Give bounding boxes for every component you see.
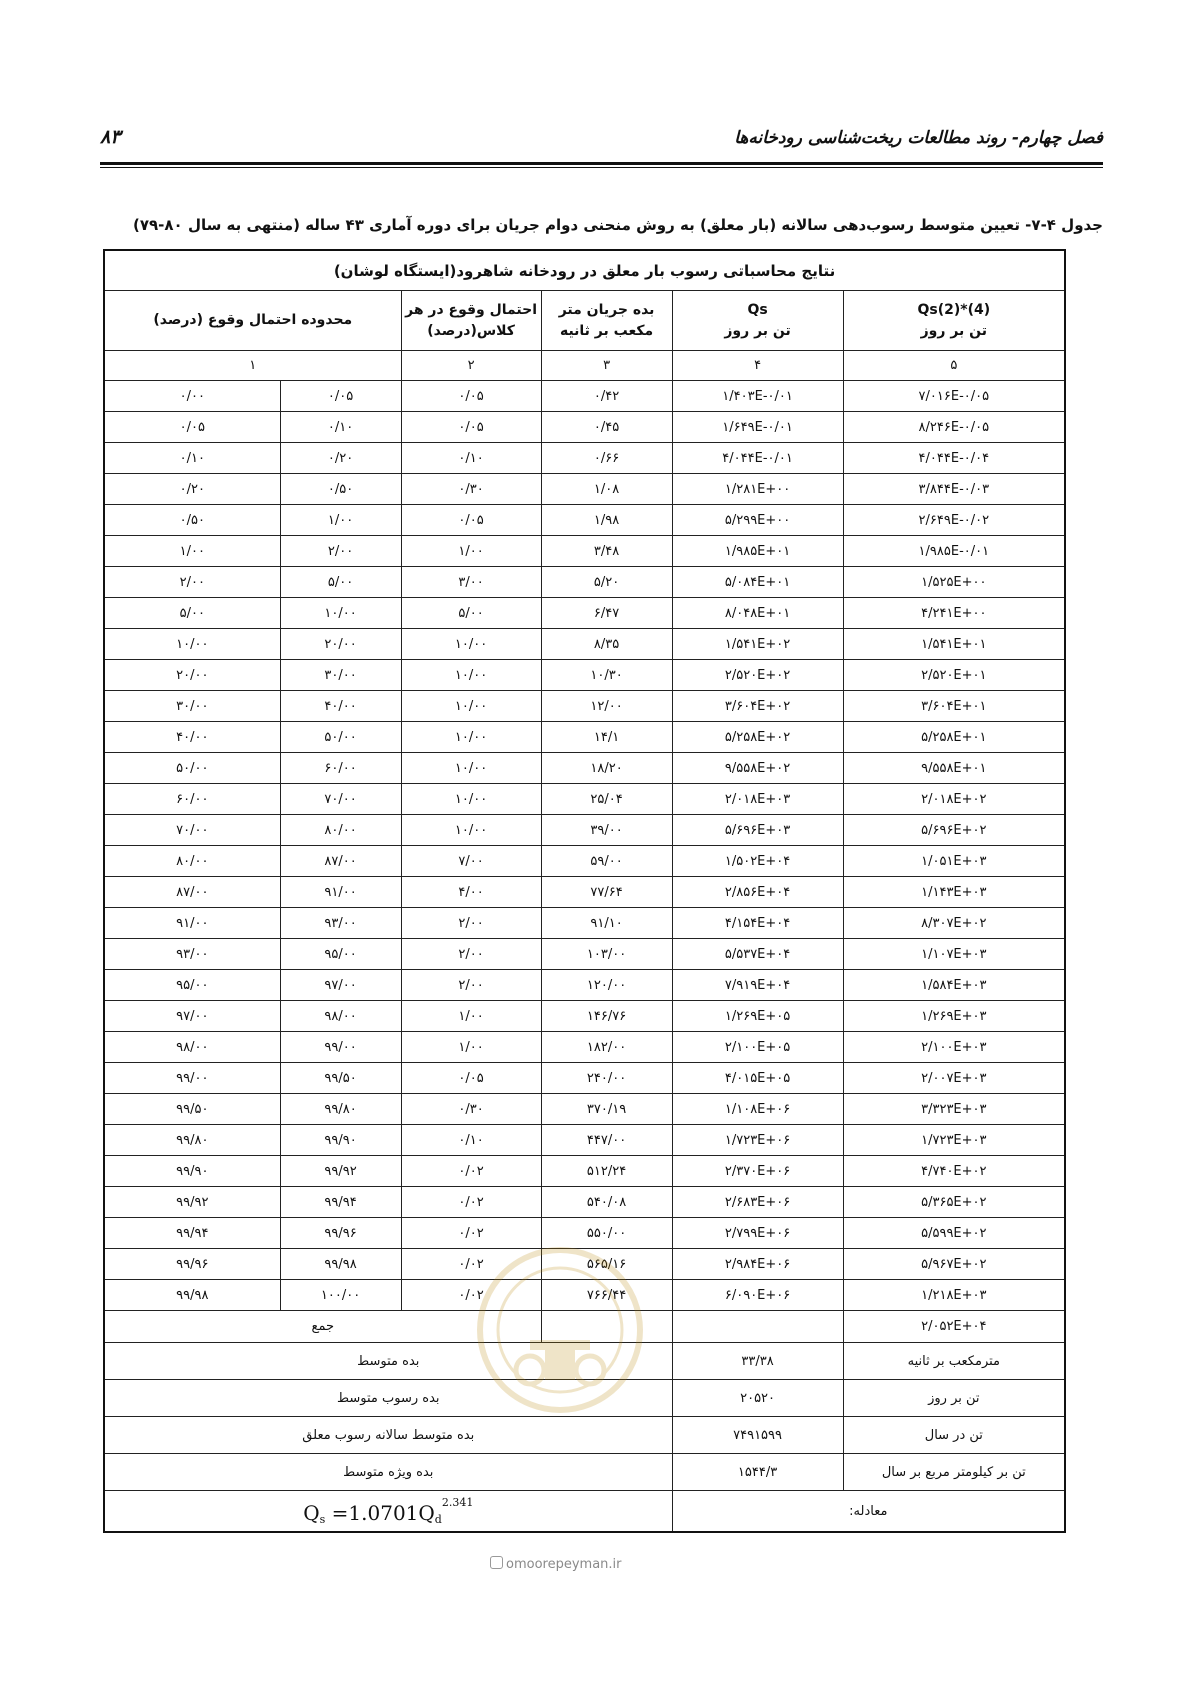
cell-discharge: ۱۸۲/۰۰: [541, 1032, 672, 1063]
cell-qs-product: ۸/۲۴۶E-۰/۰۵: [843, 412, 1065, 443]
cell-range-upper: ۱/۰۰: [280, 505, 401, 536]
header-class-probability-text: احتمال وقوع در هر کلاس(درصد): [405, 301, 538, 339]
cell-class-probability: ۰/۰۲: [401, 1187, 541, 1218]
cell-qs: ۱/۲۸۱E+۰۰: [672, 474, 843, 505]
cell-discharge: ۷۶۶/۴۴: [541, 1280, 672, 1311]
cell-qs-product: ۹/۵۵۸E+۰۱: [843, 753, 1065, 784]
rating-equation: [303, 1496, 473, 1526]
cell-qs: ۲/۳۷۰E+۰۶: [672, 1156, 843, 1187]
cell-range-lower: ۹۹/۹۸: [104, 1280, 280, 1311]
result-unit-annual-sediment: تن در سال: [843, 1417, 1065, 1454]
cell-discharge: ۵۵۰/۰۰: [541, 1218, 672, 1249]
cell-qs-product: ۵/۹۶۷E+۰۲: [843, 1249, 1065, 1280]
cell-discharge: ۱۲۰/۰۰: [541, 970, 672, 1001]
cell-qs: ۹/۵۵۸E+۰۲: [672, 753, 843, 784]
table-row: [104, 1032, 1065, 1063]
cell-qs-product: ۱/۹۸۵E-۰/۰۱: [843, 536, 1065, 567]
cell-range-lower: ۹۹/۹۰: [104, 1156, 280, 1187]
table-row: [104, 784, 1065, 815]
cell-class-probability: ۲/۰۰: [401, 970, 541, 1001]
col-number-1: ۱: [104, 351, 401, 381]
table-row: [104, 1001, 1065, 1032]
cell-discharge: ۳۷۰/۱۹: [541, 1094, 672, 1125]
table-row: [104, 1156, 1065, 1187]
cell-qs-product: ۱/۲۱۸E+۰۳: [843, 1280, 1065, 1311]
table-caption: جدول ۴-۷- تعیین متوسط رسوب‌دهی سالانه (بار معلق) به روش منحنی دوام جریان برای دوره آماری ۴۳ ساله (منتهی به سال ۸۰-۷۹): [133, 216, 1103, 234]
cell-range-upper: ۹۱/۰۰: [280, 877, 401, 908]
cell-qs-product: ۴/۰۴۴E-۰/۰۴: [843, 443, 1065, 474]
cell-discharge: ۱۸/۲۰: [541, 753, 672, 784]
cell-qs-product: ۲/۰۰۷E+۰۳: [843, 1063, 1065, 1094]
cell-range-lower: ۹۹/۹۲: [104, 1187, 280, 1218]
cell-class-probability: ۰/۰۲: [401, 1249, 541, 1280]
cell-range-lower: ۰/۰۰: [104, 381, 280, 412]
cell-discharge: ۱۰۳/۰۰: [541, 939, 672, 970]
cell-range-lower: ۰/۱۰: [104, 443, 280, 474]
cell-class-probability: ۰/۱۰: [401, 1125, 541, 1156]
cell-class-probability: ۱۰/۰۰: [401, 815, 541, 846]
cell-range-upper: ۴۰/۰۰: [280, 691, 401, 722]
cell-range-lower: ۹۹/۹۴: [104, 1218, 280, 1249]
cell-qs: ۱/۵۰۲E+۰۴: [672, 846, 843, 877]
table-row: [104, 629, 1065, 660]
cell-qs-product: ۱/۷۲۳E+۰۳: [843, 1125, 1065, 1156]
cell-class-probability: ۷/۰۰: [401, 846, 541, 877]
cell-class-probability: ۰/۰۵: [401, 381, 541, 412]
col-number-5: ۵: [843, 351, 1065, 381]
cell-discharge: ۱/۹۸: [541, 505, 672, 536]
sum-value: ۲/۰۵۲E+۰۴: [843, 1311, 1065, 1343]
cell-class-probability: ۱۰/۰۰: [401, 722, 541, 753]
sum-blank-2: [541, 1311, 672, 1343]
cell-class-probability: ۲/۰۰: [401, 939, 541, 970]
cell-range-lower: ۲/۰۰: [104, 567, 280, 598]
instagram-icon: [490, 1556, 503, 1569]
cell-range-upper: ۹۹/۹۸: [280, 1249, 401, 1280]
cell-range-lower: ۲۰/۰۰: [104, 660, 280, 691]
cell-range-upper: ۰/۲۰: [280, 443, 401, 474]
header-discharge: [541, 291, 672, 351]
cell-range-upper: ۳۰/۰۰: [280, 660, 401, 691]
cell-discharge: ۱۰/۳۰: [541, 660, 672, 691]
cell-qs: ۳/۶۰۴E+۰۲: [672, 691, 843, 722]
result-value-specific-yield: ۱۵۴۴/۳: [672, 1454, 843, 1491]
result-unit-mean-discharge: مترمکعب بر ثانیه: [843, 1343, 1065, 1380]
cell-qs-product: ۴/۲۴۱E+۰۰: [843, 598, 1065, 629]
cell-qs-product: ۵/۲۵۸E+۰۱: [843, 722, 1065, 753]
cell-range-lower: ۵/۰۰: [104, 598, 280, 629]
cell-discharge: ۵۴۰/۰۸: [541, 1187, 672, 1218]
cell-discharge: ۵۹/۰۰: [541, 846, 672, 877]
cell-qs: ۴/۱۵۴E+۰۴: [672, 908, 843, 939]
header-qs-product-text: Qs(2)*(4) تن بر روز: [917, 301, 991, 339]
header-probability-range: محدوده احتمال وقوع (درصد): [104, 291, 401, 351]
col-number-4: ۴: [672, 351, 843, 381]
cell-qs: ۸/۰۴۸E+۰۱: [672, 598, 843, 629]
col-number-2: ۲: [401, 351, 541, 381]
cell-class-probability: ۰/۰۲: [401, 1280, 541, 1311]
cell-discharge: ۵/۲۰: [541, 567, 672, 598]
cell-range-upper: ۹۹/۸۰: [280, 1094, 401, 1125]
cell-class-probability: ۰/۱۰: [401, 443, 541, 474]
header-discharge-text: بده جریان متر مکعب بر ثانیه: [558, 301, 655, 339]
cell-range-upper: ۵۰/۰۰: [280, 722, 401, 753]
cell-range-upper: ۹۹/۹۶: [280, 1218, 401, 1249]
table-row: [104, 753, 1065, 784]
cell-range-upper: ۹۷/۰۰: [280, 970, 401, 1001]
equation-label: معادله:: [672, 1491, 1065, 1533]
cell-qs: ۱/۵۴۱E+۰۲: [672, 629, 843, 660]
cell-qs: ۴/۰۱۵E+۰۵: [672, 1063, 843, 1094]
cell-range-lower: ۹۹/۹۶: [104, 1249, 280, 1280]
cell-discharge: ۵۱۲/۲۴: [541, 1156, 672, 1187]
cell-range-lower: ۹۹/۵۰: [104, 1094, 280, 1125]
header-rule-thick: [100, 162, 1103, 165]
cell-range-lower: ۹۱/۰۰: [104, 908, 280, 939]
cell-range-lower: ۸۷/۰۰: [104, 877, 280, 908]
cell-qs-product: ۱/۰۵۱E+۰۳: [843, 846, 1065, 877]
table-row: [104, 598, 1065, 629]
cell-qs-product: ۱/۲۶۹E+۰۳: [843, 1001, 1065, 1032]
table-row: [104, 1280, 1065, 1311]
header-class-probability: [401, 291, 541, 351]
cell-qs-product: ۳/۶۰۴E+۰۱: [843, 691, 1065, 722]
equation-cell: [104, 1491, 672, 1533]
cell-class-probability: ۰/۰۵: [401, 505, 541, 536]
cell-range-upper: ۹۸/۰۰: [280, 1001, 401, 1032]
cell-class-probability: ۰/۰۵: [401, 412, 541, 443]
cell-range-lower: ۹۳/۰۰: [104, 939, 280, 970]
cell-qs-product: ۷/۰۱۶E-۰/۰۵: [843, 381, 1065, 412]
cell-qs-product: ۲/۱۰۰E+۰۳: [843, 1032, 1065, 1063]
cell-qs-product: ۲/۶۴۹E-۰/۰۲: [843, 505, 1065, 536]
cell-qs-product: ۱/۱۰۷E+۰۳: [843, 939, 1065, 970]
cell-qs-product: ۸/۳۰۷E+۰۲: [843, 908, 1065, 939]
cell-discharge: ۳/۴۸: [541, 536, 672, 567]
cell-discharge: ۱۴۶/۷۶: [541, 1001, 672, 1032]
cell-qs: ۶/۰۹۰E+۰۶: [672, 1280, 843, 1311]
cell-qs: ۲/۵۲۰E+۰۲: [672, 660, 843, 691]
cell-range-upper: ۶۰/۰۰: [280, 753, 401, 784]
table-row: [104, 474, 1065, 505]
header-qs-product: [843, 291, 1065, 351]
table-row: [104, 505, 1065, 536]
table-row: [104, 877, 1065, 908]
cell-qs-product: ۴/۷۴۰E+۰۲: [843, 1156, 1065, 1187]
result-value-mean-discharge: ۳۳/۳۸: [672, 1343, 843, 1380]
table-row: [104, 660, 1065, 691]
cell-range-upper: ۹۹/۹۴: [280, 1187, 401, 1218]
table-row: [104, 1249, 1065, 1280]
cell-range-lower: ۰/۲۰: [104, 474, 280, 505]
table-row: [104, 1063, 1065, 1094]
eq-rhs-sub: d: [434, 1513, 442, 1526]
header-rule-thin: [100, 167, 1103, 168]
cell-qs: ۱/۴۰۳E-۰/۰۱: [672, 381, 843, 412]
cell-class-probability: ۰/۰۲: [401, 1156, 541, 1187]
eq-lhs: Q: [303, 1501, 320, 1525]
table-row: [104, 536, 1065, 567]
cell-class-probability: ۲/۰۰: [401, 908, 541, 939]
cell-qs: ۵/۲۵۸E+۰۲: [672, 722, 843, 753]
cell-qs-product: ۳/۳۲۳E+۰۳: [843, 1094, 1065, 1125]
cell-range-lower: ۰/۰۵: [104, 412, 280, 443]
cell-qs: ۵/۰۸۴E+۰۱: [672, 567, 843, 598]
table-row: [104, 939, 1065, 970]
cell-class-probability: ۱۰/۰۰: [401, 784, 541, 815]
table-row: [104, 846, 1065, 877]
cell-qs-product: ۵/۵۹۹E+۰۲: [843, 1218, 1065, 1249]
cell-discharge: ۶/۴۷: [541, 598, 672, 629]
cell-range-upper: ۱۰۰/۰۰: [280, 1280, 401, 1311]
cell-qs: ۵/۲۹۹E+۰۰: [672, 505, 843, 536]
cell-discharge: ۵۶۵/۱۶: [541, 1249, 672, 1280]
header-qs: [672, 291, 843, 351]
cell-range-upper: ۹۵/۰۰: [280, 939, 401, 970]
cell-qs: ۲/۰۱۸E+۰۳: [672, 784, 843, 815]
col-number-3: ۳: [541, 351, 672, 381]
cell-range-lower: ۸۰/۰۰: [104, 846, 280, 877]
cell-discharge: ۸/۳۵: [541, 629, 672, 660]
cell-range-lower: ۳۰/۰۰: [104, 691, 280, 722]
cell-class-probability: ۰/۳۰: [401, 474, 541, 505]
table-row: [104, 908, 1065, 939]
cell-qs: ۱/۲۶۹E+۰۵: [672, 1001, 843, 1032]
table-row: [104, 722, 1065, 753]
header-qs-text: Qs تن بر روز: [724, 301, 791, 339]
cell-qs: ۷/۹۱۹E+۰۴: [672, 970, 843, 1001]
cell-discharge: ۱۲/۰۰: [541, 691, 672, 722]
table-row: [104, 567, 1065, 598]
footer-handle-text: omoorepeyman.ir: [506, 1557, 622, 1572]
cell-class-probability: ۱۰/۰۰: [401, 660, 541, 691]
cell-qs: ۵/۶۹۶E+۰۳: [672, 815, 843, 846]
cell-discharge: ۱۴/۱: [541, 722, 672, 753]
cell-range-upper: ۹۹/۵۰: [280, 1063, 401, 1094]
cell-range-lower: ۹۸/۰۰: [104, 1032, 280, 1063]
cell-discharge: ۲۴۰/۰۰: [541, 1063, 672, 1094]
result-value-annual-sediment: ۷۴۹۱۵۹۹: [672, 1417, 843, 1454]
cell-qs: ۲/۱۰۰E+۰۵: [672, 1032, 843, 1063]
cell-class-probability: ۱/۰۰: [401, 1001, 541, 1032]
cell-range-lower: ۹۹/۸۰: [104, 1125, 280, 1156]
cell-discharge: ۱/۰۸: [541, 474, 672, 505]
cell-range-upper: ۰/۱۰: [280, 412, 401, 443]
cell-range-lower: ۹۹/۰۰: [104, 1063, 280, 1094]
footer-handle: [490, 1556, 621, 1572]
cell-range-upper: ۵/۰۰: [280, 567, 401, 598]
table-row: [104, 1187, 1065, 1218]
table-row: [104, 1125, 1065, 1156]
cell-discharge: ۰/۶۶: [541, 443, 672, 474]
cell-class-probability: ۱۰/۰۰: [401, 753, 541, 784]
page-header: [100, 128, 1103, 164]
cell-class-probability: ۰/۰۵: [401, 1063, 541, 1094]
cell-qs-product: ۳/۸۴۴E-۰/۰۳: [843, 474, 1065, 505]
cell-range-lower: ۶۰/۰۰: [104, 784, 280, 815]
cell-range-upper: ۸۰/۰۰: [280, 815, 401, 846]
cell-qs-product: ۱/۵۲۵E+۰۰: [843, 567, 1065, 598]
cell-qs: ۲/۸۵۶E+۰۴: [672, 877, 843, 908]
cell-qs: ۱/۶۴۹E-۰/۰۱: [672, 412, 843, 443]
table-row: [104, 1218, 1065, 1249]
cell-qs: ۲/۶۸۳E+۰۶: [672, 1187, 843, 1218]
cell-range-upper: ۱۰/۰۰: [280, 598, 401, 629]
cell-discharge: ۲۵/۰۴: [541, 784, 672, 815]
eq-mid: =1.0701Q: [331, 1501, 435, 1525]
table-row: [104, 381, 1065, 412]
cell-range-lower: ۷۰/۰۰: [104, 815, 280, 846]
result-label-mean-sediment: بده رسوب متوسط: [104, 1380, 672, 1417]
cell-discharge: ۰/۴۲: [541, 381, 672, 412]
cell-range-upper: ۷۰/۰۰: [280, 784, 401, 815]
cell-qs: ۵/۵۳۷E+۰۴: [672, 939, 843, 970]
cell-class-probability: ۰/۳۰: [401, 1094, 541, 1125]
result-unit-mean-sediment: تن بر روز: [843, 1380, 1065, 1417]
cell-range-upper: ۹۳/۰۰: [280, 908, 401, 939]
cell-range-lower: ۴۰/۰۰: [104, 722, 280, 753]
cell-class-probability: ۱/۰۰: [401, 536, 541, 567]
result-label-specific-yield: بده ویژه متوسط: [104, 1454, 672, 1491]
table-row: [104, 412, 1065, 443]
cell-range-upper: ۹۹/۹۲: [280, 1156, 401, 1187]
cell-discharge: ۹۱/۱۰: [541, 908, 672, 939]
cell-range-upper: ۲/۰۰: [280, 536, 401, 567]
cell-qs: ۱/۷۲۳E+۰۶: [672, 1125, 843, 1156]
table-title: نتایج محاسباتی رسوب بار معلق در رودخانه شاهرود(ایستگاه لوشان): [104, 250, 1065, 291]
result-label-mean-discharge: بده متوسط: [104, 1343, 672, 1380]
table-row: [104, 970, 1065, 1001]
cell-range-upper: ۰/۵۰: [280, 474, 401, 505]
cell-class-probability: ۱۰/۰۰: [401, 629, 541, 660]
cell-range-upper: ۰/۰۵: [280, 381, 401, 412]
eq-lhs-sub: s: [319, 1513, 326, 1526]
result-label-annual-sediment: بده متوسط سالانه رسوب معلق: [104, 1417, 672, 1454]
sum-blank: [672, 1311, 843, 1343]
cell-qs-product: ۱/۱۴۳E+۰۳: [843, 877, 1065, 908]
cell-qs-product: ۱/۵۸۴E+۰۳: [843, 970, 1065, 1001]
cell-discharge: ۷۷/۶۴: [541, 877, 672, 908]
cell-qs-product: ۱/۵۴۱E+۰۱: [843, 629, 1065, 660]
cell-qs: ۴/۰۴۴E-۰/۰۱: [672, 443, 843, 474]
sediment-table-wrapper: [103, 249, 1064, 1533]
table-row: [104, 815, 1065, 846]
cell-qs-product: ۵/۳۶۵E+۰۲: [843, 1187, 1065, 1218]
cell-qs-product: ۲/۵۲۰E+۰۱: [843, 660, 1065, 691]
cell-qs: ۲/۷۹۹E+۰۶: [672, 1218, 843, 1249]
page-number: ۸۳: [100, 126, 121, 148]
cell-qs: ۲/۹۸۴E+۰۶: [672, 1249, 843, 1280]
cell-range-upper: ۹۹/۹۰: [280, 1125, 401, 1156]
cell-discharge: ۰/۴۵: [541, 412, 672, 443]
chapter-title: فصل چهارم- روند مطالعات ریخت‌شناسی رودخانه‌ها: [734, 128, 1103, 148]
result-unit-specific-yield: تن بر کیلومتر مربع بر سال: [843, 1454, 1065, 1491]
eq-exponent: 2.341: [441, 1496, 474, 1509]
cell-class-probability: ۱/۰۰: [401, 1032, 541, 1063]
cell-class-probability: ۰/۰۲: [401, 1218, 541, 1249]
cell-range-lower: ۰/۵۰: [104, 505, 280, 536]
sediment-table: [103, 249, 1066, 1533]
sum-label: جمع: [104, 1311, 541, 1343]
cell-range-upper: ۸۷/۰۰: [280, 846, 401, 877]
cell-class-probability: ۴/۰۰: [401, 877, 541, 908]
cell-range-upper: ۲۰/۰۰: [280, 629, 401, 660]
cell-qs-product: ۵/۶۹۶E+۰۲: [843, 815, 1065, 846]
cell-qs: ۱/۹۸۵E+۰۱: [672, 536, 843, 567]
cell-qs-product: ۲/۰۱۸E+۰۲: [843, 784, 1065, 815]
cell-qs: ۱/۱۰۸E+۰۶: [672, 1094, 843, 1125]
table-row: [104, 1094, 1065, 1125]
cell-range-lower: ۱۰/۰۰: [104, 629, 280, 660]
cell-range-upper: ۹۹/۰۰: [280, 1032, 401, 1063]
cell-class-probability: ۳/۰۰: [401, 567, 541, 598]
cell-range-lower: ۱/۰۰: [104, 536, 280, 567]
cell-range-lower: ۹۷/۰۰: [104, 1001, 280, 1032]
result-value-mean-sediment: ۲۰۵۲۰: [672, 1380, 843, 1417]
cell-range-lower: ۵۰/۰۰: [104, 753, 280, 784]
cell-class-probability: ۵/۰۰: [401, 598, 541, 629]
cell-class-probability: ۱۰/۰۰: [401, 691, 541, 722]
table-row: [104, 691, 1065, 722]
table-row: [104, 443, 1065, 474]
cell-range-lower: ۹۵/۰۰: [104, 970, 280, 1001]
cell-discharge: ۴۴۷/۰۰: [541, 1125, 672, 1156]
cell-discharge: ۳۹/۰۰: [541, 815, 672, 846]
